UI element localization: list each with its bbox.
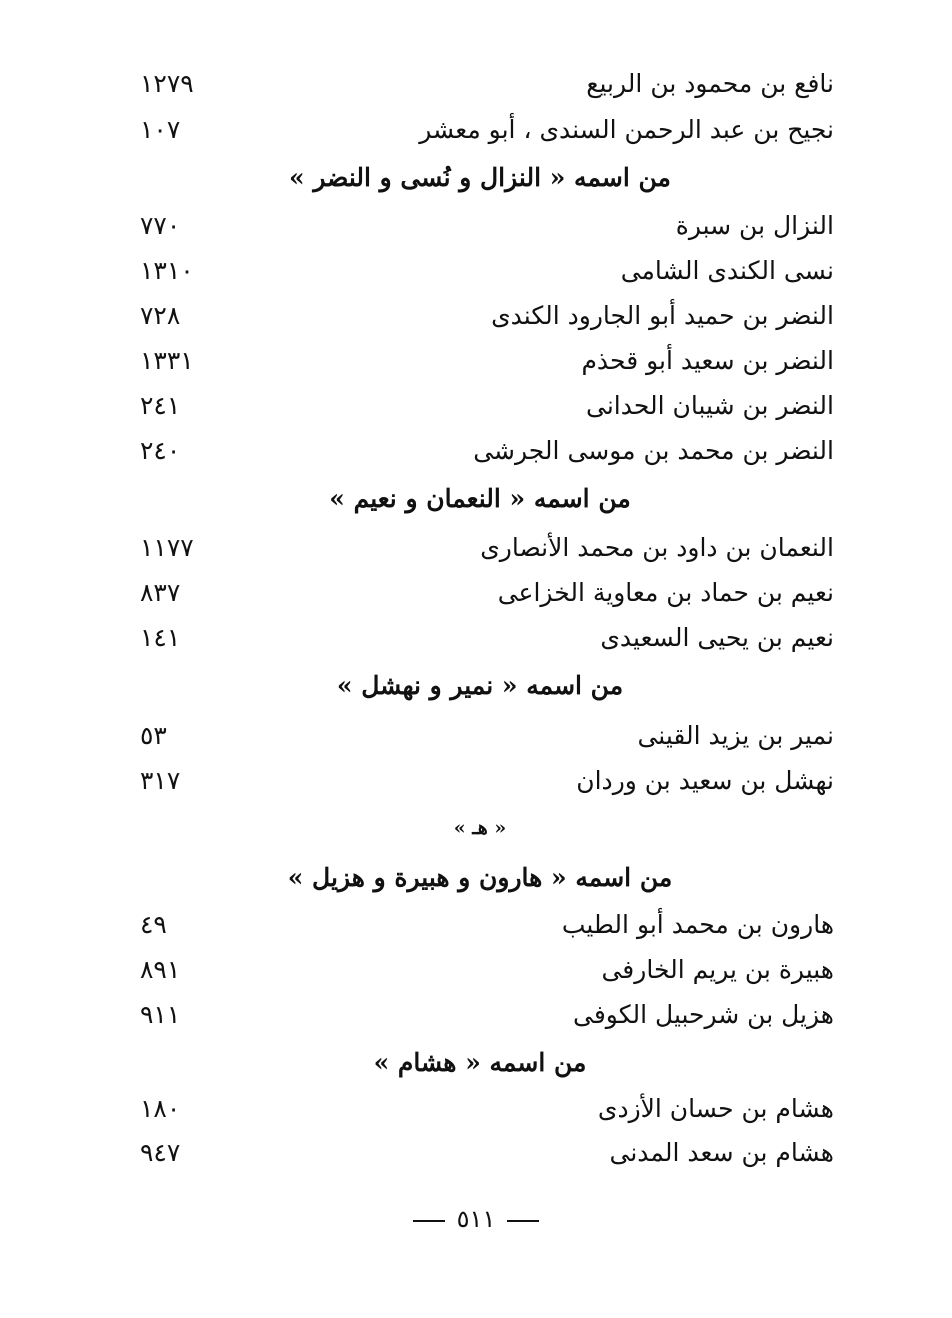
section-heading-text: من اسمه « هارون و هبيرة و هزيل » [287,863,673,892]
entry-name: هبيرة بن يريم الخارفى [601,955,834,984]
entry-number: ٧٢٨ [140,301,181,330]
section-heading [120,477,840,521]
section-heading [120,856,840,900]
index-entry [120,993,840,1037]
index-entry [120,903,840,947]
index-entry [120,1087,840,1131]
entry-number: ١٣١٠ [140,256,194,285]
entry-number: ١٣٣١ [140,346,194,375]
index-entry [120,339,840,383]
entry-name: النضر بن محمد بن موسى الجرشى [473,436,834,465]
entry-number: ١٠٧ [140,115,181,144]
entry-name: نسى الكندى الشامى [620,256,834,285]
entry-name: النزال بن سبرة [675,211,834,240]
index-entry [120,616,840,660]
entry-name: نمير بن يزيد القينى [637,721,834,750]
entry-name: النضر بن حميد أبو الجارود الكندى [491,301,834,330]
entry-name: هشام بن حسان الأزدى [597,1094,834,1123]
entry-name: النضر بن شيبان الحدانى [586,391,834,420]
section-heading-text: من اسمه « نمير و نهشل » [336,671,624,700]
entry-name: هزيل بن شرحبيل الكوفى [573,1000,834,1029]
entry-number: ٢٤١ [140,391,181,420]
entry-number: ٧٧٠ [140,211,181,240]
entry-name: نهشل بن سعيد بن وردان [576,766,834,795]
entry-name: النضر بن سعيد أبو قحذم [581,346,834,375]
section-heading [120,156,840,200]
entry-number: ٨٩١ [140,955,181,984]
section-heading-text: من اسمه « هشام » [373,1048,587,1077]
footer-dash [413,1220,445,1222]
letter-section-text: « هـ » [453,817,507,839]
entry-number: ٤٩ [140,910,167,939]
entry-name: هشام بن سعد المدنى [609,1138,834,1167]
entry-number: ٩٤٧ [140,1138,181,1167]
letter-section-mark [120,804,840,848]
entry-number: ١٨٠ [140,1094,181,1123]
entry-number: ٣١٧ [140,766,181,795]
entry-number: ٩١١ [140,1000,181,1029]
entry-name: نعيم بن يحيى السعيدى [600,623,834,652]
entry-name: نعيم بن حماد بن معاوية الخزاعى [497,578,834,607]
footer-dash [507,1220,539,1222]
index-entry [120,526,840,570]
entry-number: ٢٤٠ [140,436,181,465]
entry-number: ١٤١ [140,623,181,652]
section-heading-text: من اسمه « النزال و نُسى و النضر » [289,163,671,192]
index-entry [120,384,840,428]
section-heading [120,1041,840,1085]
entry-number: ١١٧٧ [140,533,194,562]
entry-name: هارون بن محمد أبو الطيب [561,910,834,939]
index-entry [120,62,840,106]
index-entry [120,948,840,992]
entry-name: نجيح بن عبد الرحمن السندى ، أبو معشر [419,115,834,144]
index-entry [120,204,840,248]
index-entry [120,759,840,803]
entry-number: ١٢٧٩ [140,69,194,98]
entry-name: نافع بن محمود بن الربيع [586,69,834,98]
entry-number: ٥٣ [140,721,167,750]
index-entry [120,108,840,152]
section-heading [120,664,840,708]
entry-name: النعمان بن داود بن محمد الأنصارى [480,533,834,562]
index-entry [120,1131,840,1175]
index-entry [120,571,840,615]
index-entry [120,714,840,758]
index-entry [120,294,840,338]
index-entry [120,429,840,473]
page-footer [0,1197,952,1241]
section-heading-text: من اسمه « النعمان و نعيم » [329,484,631,513]
entry-number: ٨٣٧ [140,578,181,607]
page-number: ٥١١ [456,1205,496,1233]
index-entry [120,249,840,293]
